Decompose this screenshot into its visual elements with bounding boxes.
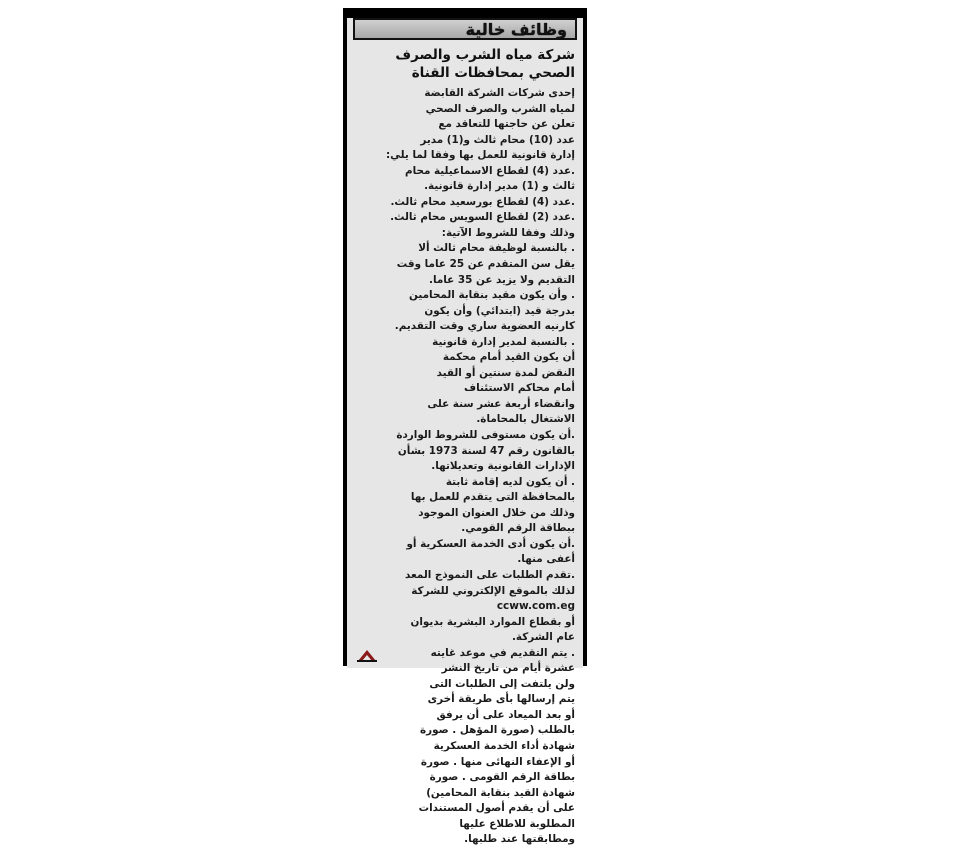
text-line: عام الشركة.	[511, 631, 575, 644]
text-line: النقض لمدة سنتين أو القيد	[436, 366, 575, 379]
text-line: شهادة القيد بنقابة المحامين)	[426, 786, 575, 799]
text-line: أن يكون القيد أمام محكمة	[442, 351, 575, 364]
text-line: .عدد (4) لقطاع الاسماعيلية محام	[404, 164, 575, 177]
newspaper-logo-icon	[357, 648, 377, 662]
text-line: أعفى منها.	[517, 553, 575, 566]
text-line: المطلوبة للاطلاع عليها	[459, 817, 575, 830]
text-line: عدد (10) محام ثالث و(1) مدير	[420, 133, 575, 146]
text-line: . أن يكون لديه إقامة ثابتة	[445, 475, 575, 488]
text-line: .أن يكون أدى الخدمة العسكرية أو	[406, 537, 575, 550]
text-line: الاشتغال بالمحاماة.	[476, 413, 575, 426]
text-line: .أن يكون مستوفى للشروط الواردة	[396, 429, 575, 442]
section-title: وظائف خالية	[465, 19, 567, 39]
text-line: لمياه الشرب والصرف الصحي	[425, 102, 575, 115]
text-line: إحدى شركات الشركة القابضة	[424, 87, 575, 99]
text-line: . وأن يكون مقيد بنقابة المحامين	[409, 289, 575, 302]
text-line: . يتم التقديم في موعد غايته	[430, 646, 575, 659]
text-line: .تقدم الطلبات على النموذج المعد	[405, 568, 575, 581]
text-line: على أن يقدم أصول المستندات	[418, 802, 575, 815]
text-line: ومطابقتها عند طلبها.	[464, 833, 575, 846]
text-line: ولن يلتفت إلى الطلبات التى	[429, 677, 575, 690]
text-line: أو الإعفاء النهائى منها . صورة	[420, 755, 575, 768]
text-line: . بالنسبة لمدير إدارة قانونية	[432, 335, 575, 348]
text-line: وذلك من خلال العنوان الموجود	[418, 506, 575, 519]
text-line: أو بقطاع الموارد البشرية بديوان	[410, 615, 575, 628]
company-name	[355, 46, 575, 84]
text-line: . بالنسبة لوظيفة محام ثالث ألا	[418, 242, 575, 255]
text-line: بطاقة الرقم القومى . صورة	[429, 771, 575, 784]
newspaper-clipping	[343, 8, 587, 846]
text-line: ببطاقة الرقم القومي.	[461, 522, 575, 535]
text-line: تعلن عن حاجتها للتعاقد مع	[438, 118, 575, 131]
text-line: شهادة أداء الخدمة العسكرية	[433, 739, 575, 752]
text-line: التقديم ولا يزيد عن 35 عاما.	[429, 273, 575, 286]
text-line: .عدد (4) لقطاع بورسعيد محام ثالث.	[390, 195, 575, 208]
text-line: بالمحافظة التى يتقدم للعمل بها	[410, 491, 575, 504]
text-line: أو بعد الميعاد على أن يرفق	[436, 708, 575, 721]
text-line: الإدارات القانونية وتعديلاتها.	[431, 460, 575, 473]
text-line: بالطلب (صورة المؤهل . صورة	[420, 724, 575, 737]
text-line: لذلك بالموقع الإلكتروني للشركة	[411, 584, 575, 597]
text-line: إدارة قانونية للعمل بها وفقا لما يلي:	[386, 149, 575, 162]
text-line: بدرجة قيد (ابتدائي) وأن يكون	[424, 304, 575, 317]
clipping-paper	[347, 18, 583, 846]
company-name-line2: الصحي بمحافظات القناة	[411, 65, 575, 81]
company-website: ccww.com.eg	[496, 600, 575, 613]
announcement-body	[355, 86, 575, 848]
text-line: وانقضاء أربعة عشر سنة على	[427, 397, 575, 410]
text-line: ثالث و (1) مدير إدارة قانونية.	[424, 180, 575, 193]
text-line: .عدد (2) لقطاع السويس محام ثالث.	[390, 211, 575, 224]
company-name-line1: شركة مياه الشرب والصرف	[395, 47, 575, 63]
section-header	[353, 18, 577, 40]
text-line: كارنيه العضوية ساري وقت التقديم.	[394, 320, 575, 333]
text-line: عشرة أيام من تاريخ النشر	[441, 662, 575, 675]
text-line: أمام محاكم الاستئناف	[464, 382, 575, 395]
text-line: وذلك وفقا للشروط الآتية:	[441, 226, 575, 239]
text-line: يتم إرسالها بأى طريقة أخرى	[427, 693, 575, 706]
text-line: بالقانون رقم 47 لسنة 1973 بشأن	[397, 444, 575, 457]
text-line: يقل سن المتقدم عن 25 عاما وقت	[396, 258, 575, 271]
